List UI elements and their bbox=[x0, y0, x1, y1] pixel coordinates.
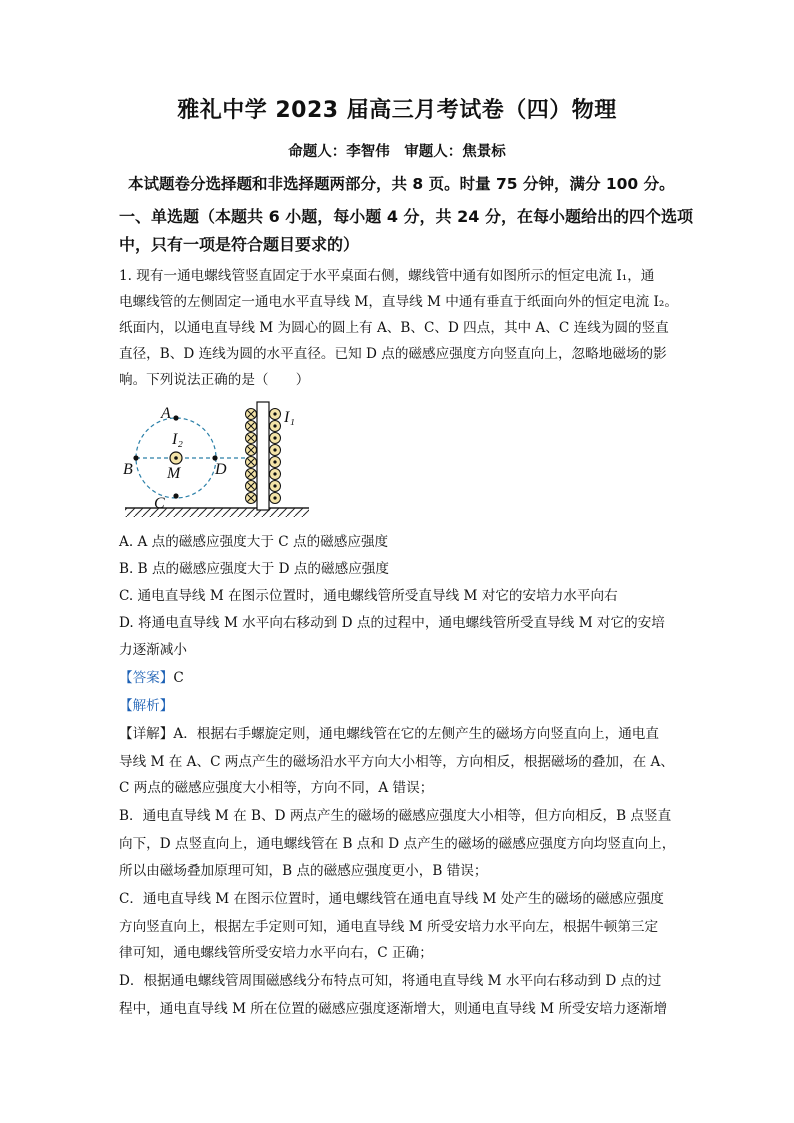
option-c: C. 通电直导线 M 在图示位置时，通电螺线管所受直导线 M 对它的安培力水平向右 bbox=[119, 588, 618, 604]
label-b: B bbox=[123, 461, 133, 478]
point-b bbox=[133, 455, 138, 460]
question-stem-line-4: 直径，B、D 连线为圆的水平直径。已知 D 点的磁感应强度方向竖直向上，忽略地磁场的影 bbox=[119, 346, 667, 362]
label-m: M bbox=[167, 465, 181, 482]
explanation-line-5: 向下，D 点竖直向上，通电螺线管在 B 点和 D 点产生的磁场的磁感应强度方向均竖直向上， bbox=[119, 836, 676, 852]
explanation-line-10: D．根据通电螺线管周围磁感线分布特点可知，将通电直导线 M 水平向右移动到 D 点的过 bbox=[119, 973, 662, 989]
option-d-line-1: D. 将通电直导线 M 水平向右移动到 D 点的过程中，通电螺线管所受直导线 M 对它的安培 bbox=[119, 615, 665, 631]
authors-line: 命题人：李智伟 审题人：焦景标 bbox=[288, 144, 506, 160]
option-a: A. A 点的磁感应强度大于 C 点的磁感应强度 bbox=[119, 534, 389, 550]
explanation-line-1: 【详解】A．根据右手螺旋定则，通电螺线管在它的左侧产生的磁场方向竖直向上，通电直 bbox=[119, 726, 659, 742]
exam-note: 本试题卷分选择题和非选择题两部分，共 8 页。时量 75 分钟，满分 100 分。 bbox=[128, 175, 675, 193]
explanation-line-4: B．通电直导线 M 在 B、D 两点产生的磁场的磁感应强度大小相等，但方向相反，B 点竖直 bbox=[119, 808, 672, 824]
option-d-line-2: 力逐渐减小 bbox=[119, 642, 187, 658]
explanation-line-7: C．通电直导线 M 在图示位置时，通电螺线管在通电直导线 M 处产生的磁场的磁感应强度 bbox=[119, 891, 664, 907]
label-c: C bbox=[154, 495, 165, 512]
analysis-tag-line bbox=[119, 696, 173, 716]
ground-hatch bbox=[125, 508, 309, 517]
solenoid-figure bbox=[119, 396, 319, 524]
section-heading-line-1: 一、单选题（本题共 6 小题，每小题 4 分，共 24 分，在每小题给出的四个选项 bbox=[119, 207, 693, 226]
explanation-line-3: C 两点的磁感应强度大小相等，方向不同，A 错误； bbox=[119, 780, 434, 796]
label-i2: I₂ bbox=[172, 431, 183, 448]
point-a bbox=[173, 415, 178, 420]
explanation-line-6: 所以由磁场叠加原理可知，B 点的磁感应强度更小，B 错误； bbox=[119, 863, 488, 879]
question-stem-line-5: 响。下列说法正确的是（ ） bbox=[119, 372, 310, 388]
answer-value: C bbox=[173, 670, 184, 686]
solenoid-right-windings bbox=[270, 409, 281, 504]
solenoid-left-windings bbox=[246, 409, 257, 504]
point-d bbox=[212, 455, 217, 460]
label-a: A bbox=[161, 405, 171, 422]
analysis-tag: 【解析】 bbox=[119, 698, 174, 714]
section-heading-line-2: 中，只有一项是符合题目要求的） bbox=[119, 235, 360, 254]
solenoid-core bbox=[257, 402, 269, 510]
label-i1: I₁ bbox=[284, 409, 295, 426]
explanation-line-9: 律可知，通电螺线管所受安培力水平向右，C 正确； bbox=[119, 945, 433, 961]
question-stem-line-3: 纸面内，以通电直导线 M 为圆心的圆上有 A、B、C、D 四点，其中 A、C 连线为圆的竖直 bbox=[119, 320, 669, 336]
point-c bbox=[173, 493, 178, 498]
answer-tag: 【答案】 bbox=[119, 670, 174, 686]
option-b: B. B 点的磁感应强度大于 D 点的磁感应强度 bbox=[119, 561, 389, 577]
question-stem-line-1: 1. 现有一通电螺线管竖直固定于水平桌面右侧，螺线管中通有如图所示的恒定电流 I₁，通 bbox=[119, 268, 655, 284]
label-d: D bbox=[215, 461, 227, 478]
page-title: 雅礼中学 2023 届高三月考试卷（四）物理 bbox=[177, 98, 617, 123]
explanation-line-2: 导线 M 在 A、C 两点产生的磁场沿水平方向大小相等，方向相反，根据磁场的叠加，在 A、 bbox=[119, 754, 674, 770]
explanation-line-8: 方向竖直向上，根据左手定则可知，通电直导线 M 所受安培力水平向左，根据牛顿第三定 bbox=[119, 919, 659, 935]
question-stem-line-2: 电螺线管的左侧固定一通电水平直导线 M，直导线 M 中通有垂直于纸面向外的恒定电流 I₂。 bbox=[119, 294, 678, 310]
answer-line bbox=[119, 668, 184, 688]
explanation-line-11: 程中，通电直导线 M 所在位置的磁感应强度逐渐增大，则通电直导线 M 所受安培力逐渐增 bbox=[119, 1001, 668, 1017]
